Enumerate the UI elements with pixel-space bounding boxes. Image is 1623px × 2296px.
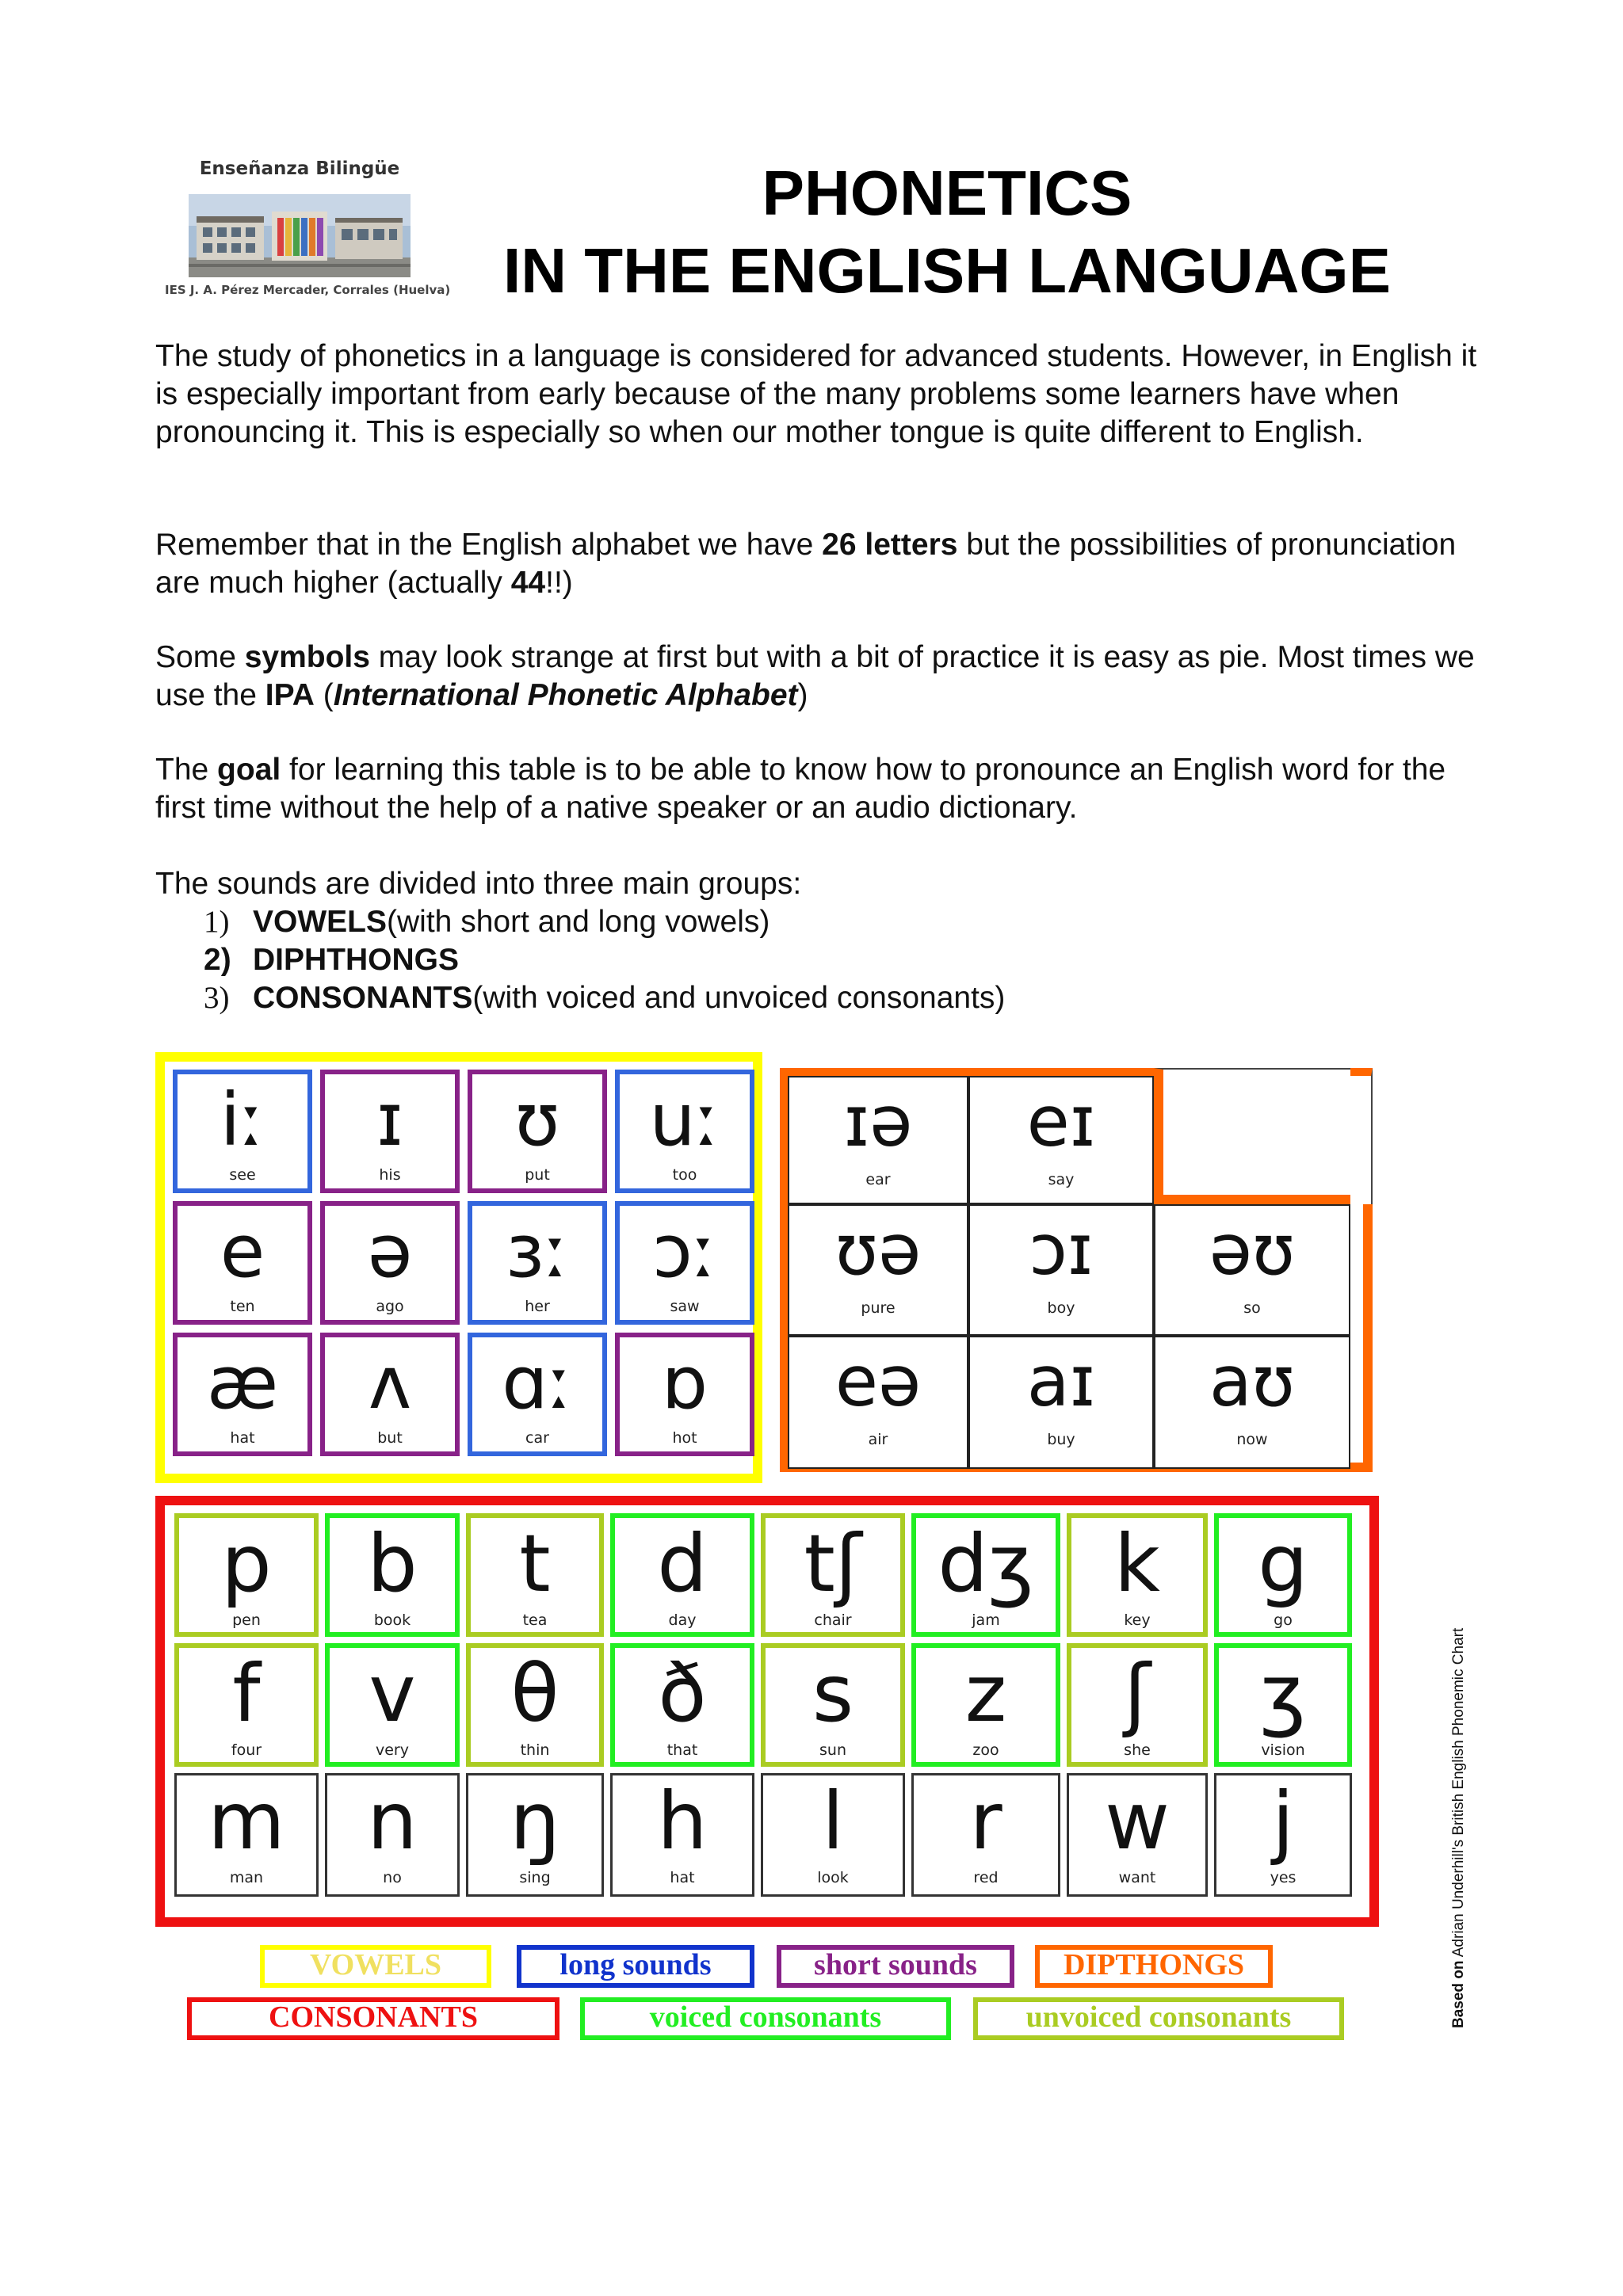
phoneme-symbol: v (369, 1647, 416, 1740)
diphthong-cell (1154, 1336, 1350, 1469)
phoneme-symbol: m (208, 1775, 285, 1867)
phoneme-symbol: w (1105, 1775, 1170, 1867)
phoneme-symbol: g (1258, 1517, 1308, 1610)
example-word: air (868, 1431, 888, 1448)
phoneme-symbol: ɒ (661, 1341, 708, 1425)
list-item: 2) DIPHTHONGS (204, 943, 460, 977)
example-word: thin (520, 1741, 550, 1759)
legend-consonants: CONSONANTS (187, 1997, 559, 2040)
consonant-cell (1067, 1643, 1208, 1767)
phoneme-symbol: ɪ (376, 1077, 404, 1162)
diphthong-cell (788, 1204, 968, 1336)
vowels-chart (155, 1052, 762, 1483)
example-word: go (1274, 1611, 1293, 1629)
diphthongs-chart (780, 1068, 1373, 1472)
example-word: car (525, 1429, 549, 1447)
example-word: that (666, 1741, 698, 1759)
legend-unvoiced-consonants: unvoiced consonants (973, 1997, 1344, 2040)
vowel-cell (320, 1333, 460, 1456)
legend-vowels: VOWELS (260, 1945, 491, 1988)
logo-title: Enseñanza Bilingüe (199, 158, 400, 179)
consonant-cell (466, 1643, 604, 1767)
example-word: she (1124, 1741, 1151, 1759)
example-word: boy (1047, 1299, 1075, 1317)
example-word: ten (230, 1298, 255, 1315)
vowel-cell (615, 1070, 754, 1193)
phoneme-symbol: iː (220, 1077, 265, 1162)
phoneme-symbol: ʊ (514, 1077, 560, 1162)
intro-paragraph-4: The goal for learning this table is to be able to know how to pronounce an English word for the first time without the help of a native speaker or an audio dictionary. (155, 753, 1446, 825)
vowel-cell (173, 1333, 312, 1456)
phoneme-symbol: f (232, 1647, 261, 1740)
vowel-cell (320, 1070, 460, 1193)
diphthong-empty-cell (1154, 1068, 1350, 1204)
phoneme-symbol: əʊ (1209, 1209, 1296, 1291)
vowel-cell (468, 1333, 607, 1456)
consonant-cell (761, 1643, 905, 1767)
consonant-cell (1214, 1773, 1352, 1897)
phoneme-symbol: ɔɪ (1029, 1209, 1094, 1291)
intro-paragraph-3: Some symbols may look strange at first but with a bit of practice it is easy as pie. Most times we use the IPA (International Phonetic Alphabet) (155, 640, 1475, 712)
list-item: 3) CONSONANTS (with voiced and unvoiced consonants) (204, 981, 1006, 1015)
example-word: saw (670, 1298, 700, 1315)
vowel-cell (173, 1201, 312, 1325)
legend-voiced-consonants: voiced consonants (580, 1997, 951, 2040)
consonant-cell (174, 1643, 319, 1767)
intro-paragraph-5: The sounds are divided into three main groups: (155, 867, 802, 901)
phoneme-symbol: z (964, 1647, 1007, 1740)
phoneme-symbol: tʃ (804, 1517, 862, 1610)
phoneme-symbol: b (367, 1517, 418, 1610)
example-word: four (231, 1741, 262, 1759)
consonant-cell (174, 1773, 319, 1897)
example-word: yes (1270, 1869, 1296, 1886)
example-word: tea (522, 1611, 548, 1629)
diphthong-cell (968, 1204, 1154, 1336)
phoneme-symbol: k (1114, 1517, 1160, 1610)
example-word: vision (1261, 1741, 1305, 1759)
phoneme-symbol: l (822, 1775, 844, 1867)
phoneme-symbol: h (657, 1775, 708, 1867)
consonant-cell (466, 1513, 604, 1637)
legend-short-sounds: short sounds (777, 1945, 1014, 1988)
consonant-cell (1067, 1773, 1208, 1897)
vowel-cell (615, 1333, 754, 1456)
consonant-cell (466, 1773, 604, 1897)
diphthong-cell (1154, 1204, 1350, 1336)
vowel-cell (173, 1070, 312, 1193)
phoneme-symbol: p (221, 1517, 272, 1610)
phoneme-symbol: d (657, 1517, 708, 1610)
example-word: but (377, 1429, 403, 1447)
example-word: very (376, 1741, 409, 1759)
example-word: pen (232, 1611, 261, 1629)
vowel-cell (468, 1201, 607, 1325)
example-word: jam (972, 1611, 1000, 1629)
phoneme-symbol: θ (510, 1647, 559, 1740)
intro-paragraph-2: Remember that in the English alphabet we have 26 letters but the possibilities of pronunciation are much higher (actually 44!!) (155, 528, 1457, 600)
phoneme-symbol: t (519, 1517, 551, 1610)
consonant-cell (325, 1773, 460, 1897)
consonant-cell (1067, 1513, 1208, 1637)
example-word: say (1048, 1171, 1075, 1188)
consonant-cell (325, 1643, 460, 1767)
example-word: put (525, 1166, 550, 1184)
example-word: her (525, 1298, 550, 1315)
phoneme-symbol: ə (367, 1209, 413, 1294)
consonant-cell (1214, 1643, 1352, 1767)
phoneme-symbol: ɪə (843, 1081, 913, 1162)
phoneme-symbol: ɑː (502, 1341, 573, 1425)
intro-paragraph-1: The study of phonetics in a language is considered for advanced students. However, in English it is especially important from early because of the many problems some learners have when pronouncing it. This is especially so when our mother tongue is quite different to English. (155, 339, 1477, 449)
consonant-cell (325, 1513, 460, 1637)
example-word: chair (814, 1611, 852, 1629)
example-word: hot (672, 1429, 697, 1447)
example-word: key (1124, 1611, 1151, 1629)
diphthong-cell (968, 1336, 1154, 1469)
example-word: too (672, 1166, 697, 1184)
example-word: sun (819, 1741, 846, 1759)
school-logo (165, 158, 451, 305)
example-word: buy (1047, 1431, 1075, 1448)
vowel-cell (468, 1070, 607, 1193)
example-word: pure (861, 1299, 896, 1317)
consonant-cell (610, 1513, 754, 1637)
example-word: look (817, 1869, 849, 1886)
example-word: hat (670, 1869, 695, 1886)
logo-subtitle: IES J. A. Pérez Mercader, Corrales (Huelva) (165, 283, 451, 297)
diphthongs-frame-edge (1363, 1204, 1373, 1472)
consonant-cell (911, 1773, 1060, 1897)
consonant-cell (1214, 1513, 1352, 1637)
diphthong-cell (788, 1076, 968, 1204)
example-word: want (1118, 1869, 1156, 1886)
example-word: ago (376, 1298, 404, 1315)
diphthong-cell (788, 1336, 968, 1469)
list-item: 1) VOWELS (with short and long vowels) (204, 905, 770, 939)
phoneme-symbol: eɪ (1026, 1081, 1096, 1162)
example-word: see (229, 1166, 256, 1184)
consonant-cell (174, 1513, 319, 1637)
example-word: man (229, 1869, 264, 1886)
chart-credit: Based on Adrian Underhill's British English Phonemic Chart (1450, 1627, 1467, 2028)
example-word: sing (519, 1869, 551, 1886)
example-word: now (1236, 1431, 1268, 1448)
example-word: his (379, 1166, 401, 1184)
phoneme-symbol: j (1272, 1775, 1294, 1867)
legend-long-sounds: long sounds (517, 1945, 754, 1988)
diphthong-cell (968, 1076, 1154, 1204)
example-word: book (373, 1611, 411, 1629)
phoneme-symbol: ʌ (368, 1341, 412, 1425)
phoneme-symbol: e (220, 1209, 265, 1294)
consonant-cell (911, 1643, 1060, 1767)
vowel-cell (615, 1201, 754, 1325)
example-word: no (383, 1869, 402, 1886)
phoneme-symbol: n (367, 1775, 418, 1867)
phoneme-symbol: dʒ (938, 1517, 1034, 1610)
consonant-cell (911, 1513, 1060, 1637)
phoneme-symbol: ʃ (1124, 1647, 1151, 1740)
example-word: so (1243, 1299, 1261, 1317)
phoneme-symbol: ɔː (652, 1209, 717, 1294)
phoneme-symbol: æ (206, 1341, 279, 1425)
consonant-cell (610, 1773, 754, 1897)
example-word: hat (230, 1429, 255, 1447)
title-line-2: IN THE ENGLISH LANGUAGE (502, 235, 1392, 306)
phoneme-symbol: aʊ (1209, 1341, 1296, 1422)
phoneme-symbol: ʊə (834, 1209, 922, 1291)
example-word: day (668, 1611, 697, 1629)
phoneme-symbol: ŋ (510, 1775, 560, 1867)
consonant-cell (761, 1513, 905, 1637)
consonants-chart (155, 1496, 1379, 1927)
consonant-cell (610, 1643, 754, 1767)
vowel-cell (320, 1201, 460, 1325)
school-building-icon (189, 194, 411, 277)
phoneme-symbol: ð (658, 1647, 707, 1740)
example-word: red (973, 1869, 999, 1886)
sound-groups-list (204, 903, 1005, 1017)
example-word: ear (865, 1171, 891, 1188)
page-title (444, 154, 1450, 310)
legend-diphthongs: DIPTHONGS (1035, 1945, 1273, 1988)
phoneme-symbol: s (812, 1647, 854, 1740)
title-line-1: PHONETICS (762, 158, 1132, 228)
phoneme-symbol: ɜː (506, 1209, 569, 1294)
example-word: zoo (972, 1741, 999, 1759)
school-building-image (189, 194, 411, 277)
consonant-cell (761, 1773, 905, 1897)
phoneme-symbol: aɪ (1026, 1341, 1096, 1422)
phoneme-symbol: uː (649, 1077, 720, 1162)
phoneme-symbol: ʒ (1260, 1647, 1306, 1740)
phoneme-symbol: r (969, 1775, 1002, 1867)
phoneme-symbol: eə (834, 1341, 922, 1422)
